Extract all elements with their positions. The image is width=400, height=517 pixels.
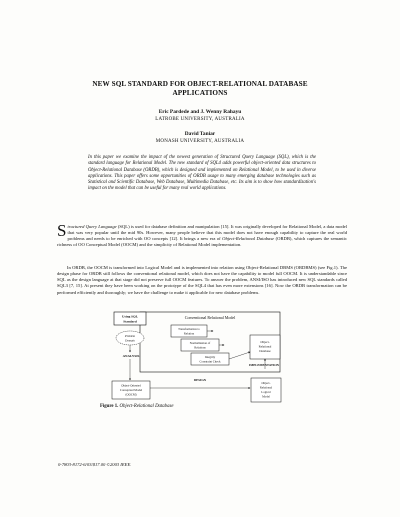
ordb-label-line3: Database [259, 349, 271, 353]
using-sql-box [114, 312, 146, 325]
normalization-label-line1: Normalization of [189, 341, 211, 345]
affiliation-primary: LATROBE UNIVERSITY, AUSTRALIA [155, 117, 245, 122]
intro-text: (SQL) is used for database definition and manipulation [15]. It was originally developed for Relational Model, a data model that was very popular until the mid 90s. However, many people believe that this model does not have enough capability to capture the real world problems and needs to be enriched with OO concepts [12]. It brings a new era of [67, 224, 347, 242]
figure-caption [100, 404, 173, 409]
problem-domain-label-line1: Problem [124, 334, 136, 338]
paper-title-line2: APPLICATIONS [172, 89, 228, 97]
intro-italic-ordb: Object-Relational Database [222, 236, 275, 242]
using-sql-label-line1: Using SQL [122, 314, 138, 319]
authors-secondary: David Taniar [184, 131, 216, 137]
problem-domain-oval [116, 331, 144, 345]
transformation-label-line2: Relation [183, 331, 195, 336]
transformation-label-line1: Transformation to [178, 327, 200, 331]
implementation-label: IMPLEMENTATION [249, 363, 279, 367]
problem-domain-label-line2: Domain [125, 338, 135, 343]
integrity-label-line1: Integrity [204, 355, 216, 359]
integrity-box [191, 353, 229, 365]
transformation-box [171, 325, 207, 337]
oocm-box [112, 381, 150, 399]
ordb-label-line1: Object- [260, 340, 270, 344]
or-logical-model-box [251, 378, 281, 402]
intro-text-end: (ORDB), which captures the semantic richness of OO Conceptual Model (OOCM) and the simplicity of Relational Model implementation. [57, 236, 347, 248]
normalization-box [181, 339, 219, 351]
conventional-model-label: Conventional Relational Model [184, 315, 236, 320]
orlm-label-line3: Logical [261, 390, 271, 394]
ordb-paragraph: In ORDB, the OOCM is transformed into Logical Model and is implemented into relation using Object-Relational DBMS (ORDBMS) (see Fig.1). The design phase for ORDB still follows the conventional relational model, which does not have the capability to model full OOCM. It is understandable since SQL as the design language at that stage did not preserve full OOCM features. To answer the problem, ANSI/ISO has introduced new SQL standards called SQL3 [7, 15]. At present they have been working on the prototype of the SQL4 that has even more extensions [16]. Now the ORDB transformation can be performed efficiently and thoroughly; we have the challenge to make it applicable for new database problems. [57, 265, 347, 295]
affiliation-secondary: MONASH UNIVERSITY, AUSTRALIA [155, 139, 245, 144]
design-label: DESIGN [193, 378, 207, 382]
ordb-box [250, 335, 280, 359]
oocm-label-line1: Object-Oriented [121, 383, 141, 388]
authors-primary: Eric Pardede and J. Wenny Rahayu [158, 109, 242, 115]
orlm-label-line2: Relational [259, 385, 273, 390]
figure-caption-label: Figure 1. [100, 404, 119, 409]
analysis-label: ANALYSIS [122, 354, 140, 358]
using-sql-label-line2: Standard [123, 319, 137, 324]
figure-caption-text: Object-Relational Database [119, 404, 174, 409]
integrity-label-line2: Constraint Check [199, 359, 221, 364]
intro-italic-lead: tructured Query Language [67, 224, 117, 229]
drop-cap: S [57, 221, 67, 240]
paper-title-line1: NEW SQL STANDARD FOR OBJECT-RELATIONAL DATABASE [92, 80, 308, 88]
orlm-label-line1: Object- [261, 381, 271, 385]
oocm-label-line2: Conceptual Model [119, 388, 143, 392]
orlm-label-line4: Model [262, 394, 270, 399]
abstract: In this paper we examine the impact of the newest generation of Structured Query Language (SQL), which is the standard language for Relational Model. The new standard of SQL4 adds powerful object-oriented data structures to Object-Relational Database (ORDB), which is designed and implemented on Relational Model, to be used in diverse applications. This paper offers some opportunities of ORDB usage to many emerging database technologies such as Statistical and Scientific Database, Web Database, Multimedia Database, etc. Its aim is to show how standardization's impact on the model that can be useful for many real world applications. [88, 155, 316, 192]
ordb-label-line2: Relational [258, 344, 272, 349]
copyright-line: 0-7803-8172-6/03/$17.00 ©2003 IEEE. [58, 462, 132, 467]
normalization-label-line2: Relations [194, 345, 206, 350]
oocm-label-line3: (OOCM) [125, 392, 137, 397]
